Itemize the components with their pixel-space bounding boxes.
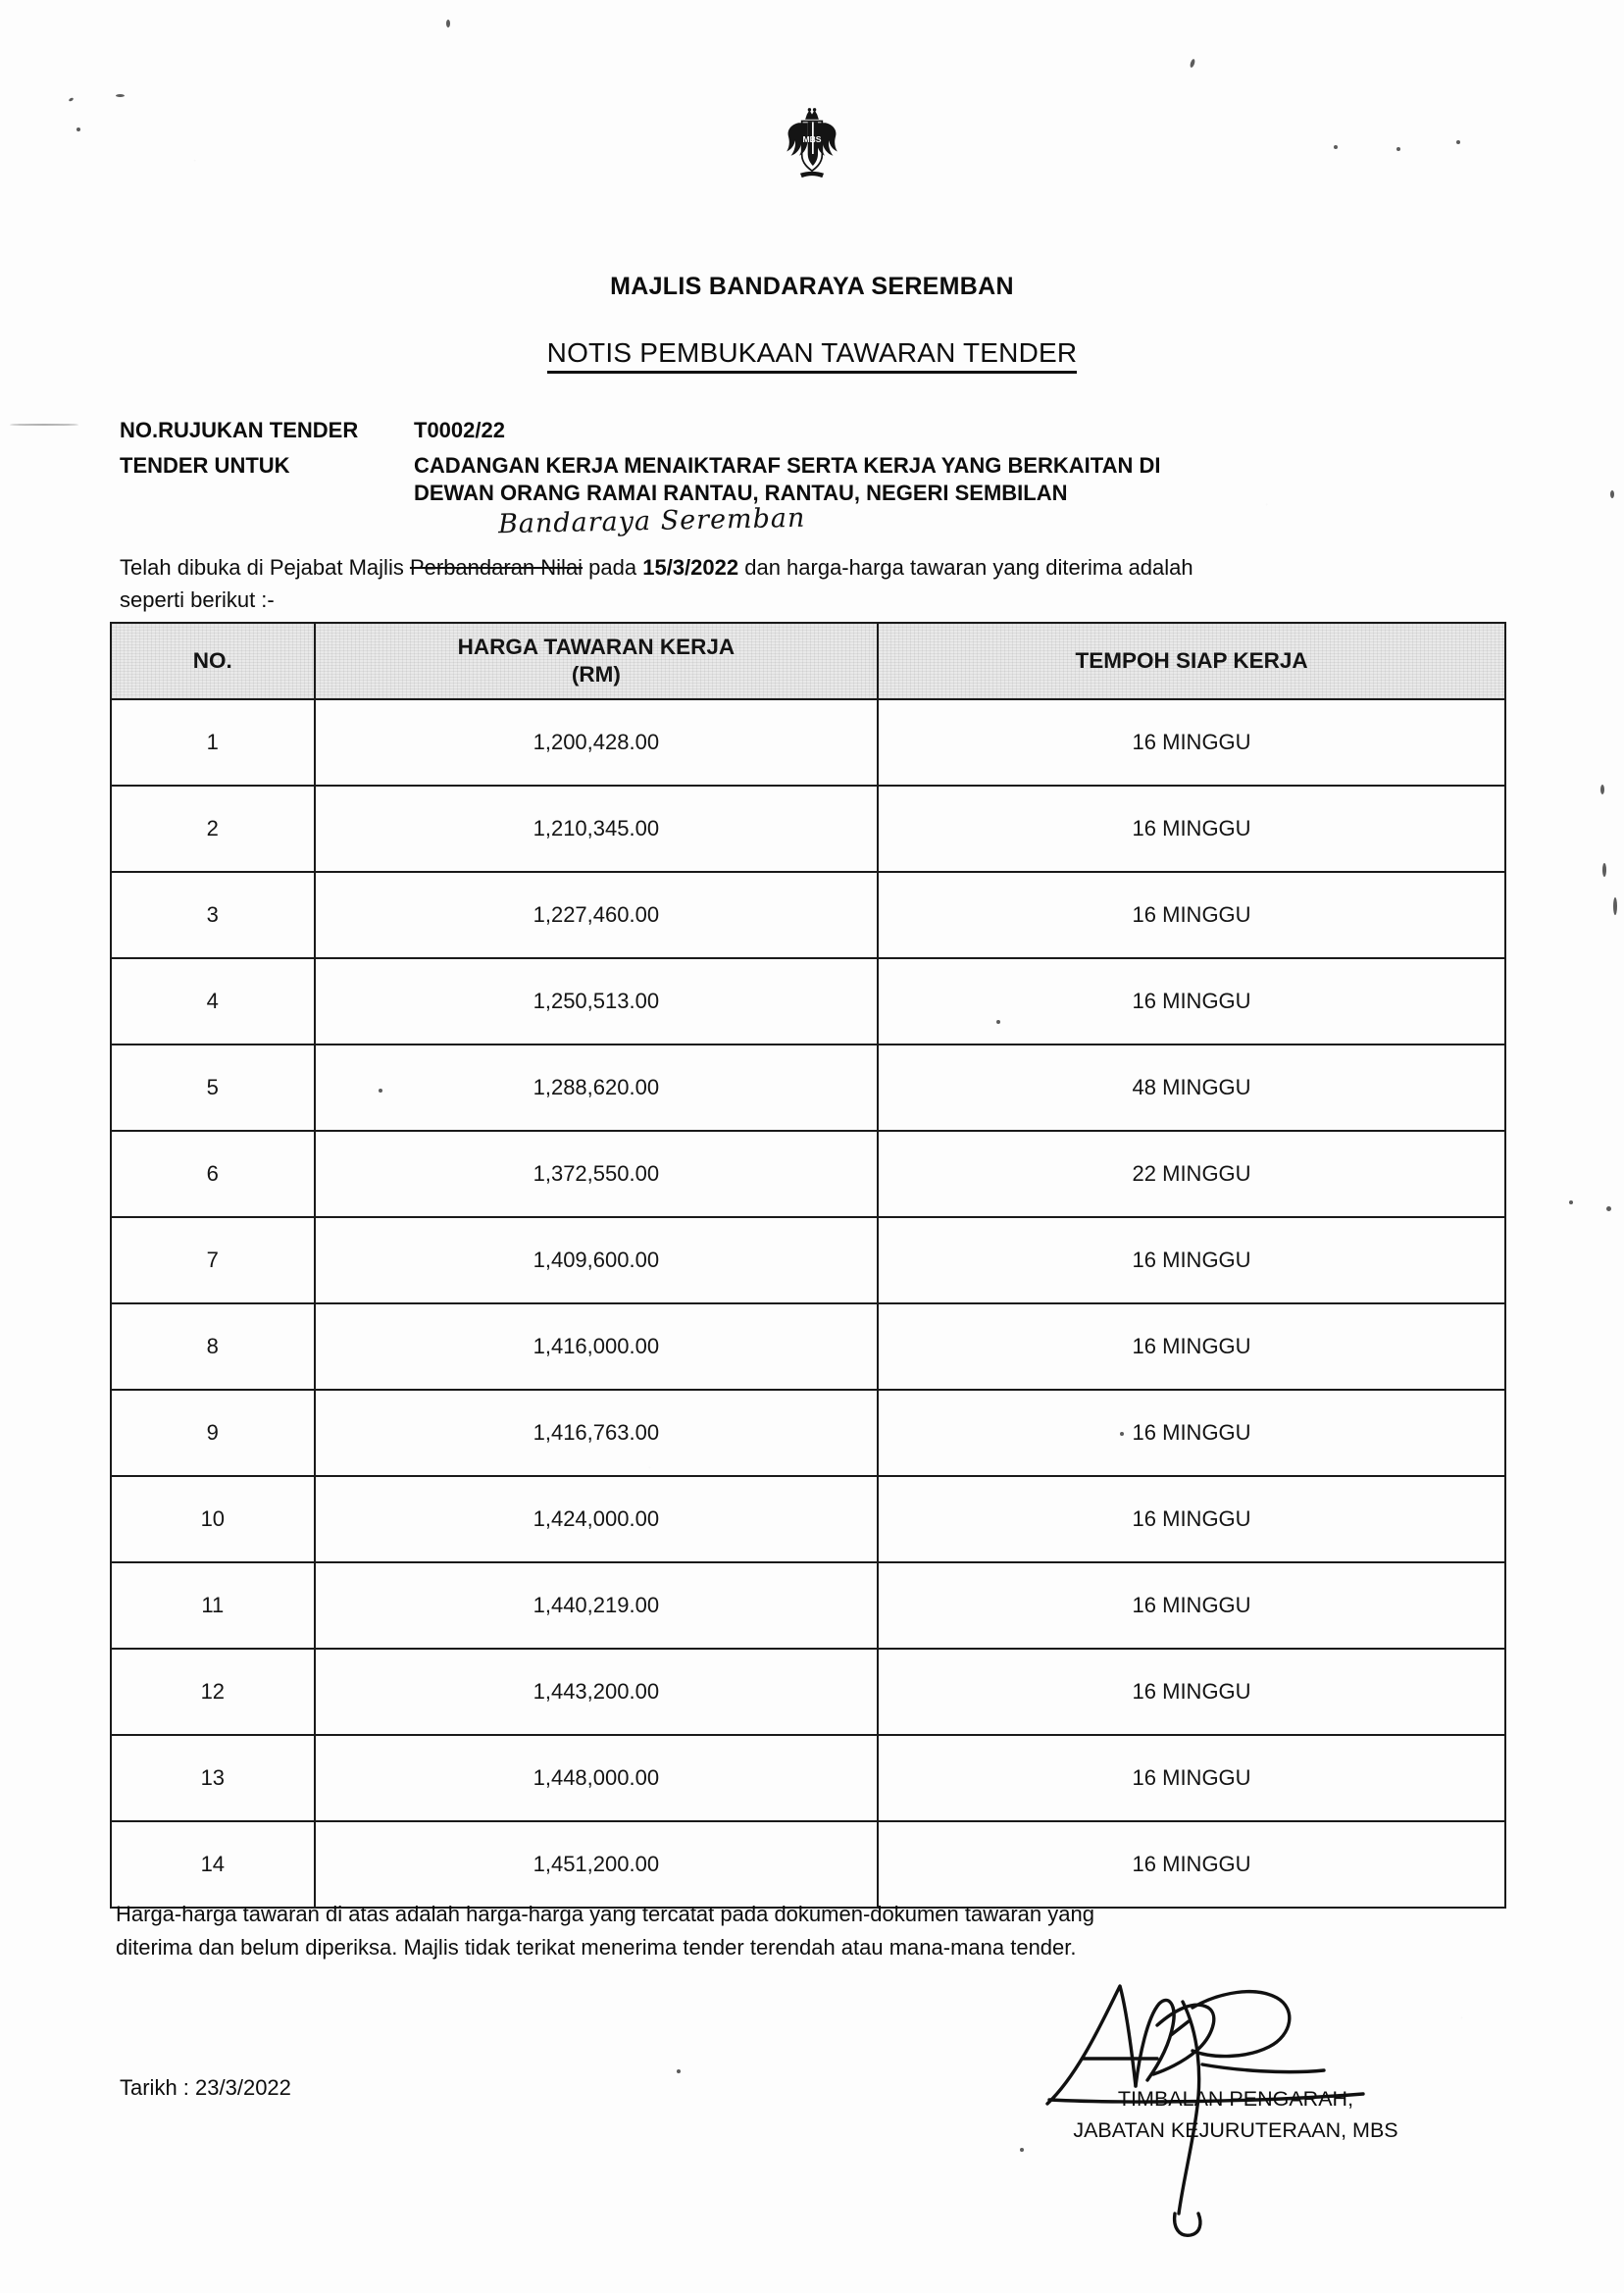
table-row — [111, 1217, 1505, 1303]
disclaimer-line-1: Harga-harga tawaran di atas adalah harga-harga yang tercatat pada dokumen-dokumen tawaran yang — [116, 1902, 1094, 1926]
cell-no: 10 — [111, 1476, 315, 1562]
cell-no: 12 — [111, 1649, 315, 1735]
cell-duration: 16 MINGGU — [878, 1821, 1505, 1908]
intro-part-4: seperti berikut :- — [120, 587, 275, 613]
cell-no: 1 — [111, 699, 315, 786]
table-row — [111, 958, 1505, 1045]
cell-price: 1,210,345.00 — [315, 786, 878, 872]
column-header-duration: TEMPOH SIAP KERJA — [878, 623, 1505, 699]
tender-subject-label: TENDER UNTUK — [120, 453, 290, 479]
scan-artifact — [996, 1020, 1000, 1024]
page-title-text: NOTIS PEMBUKAAN TAWARAN TENDER — [547, 337, 1078, 374]
table-row — [111, 786, 1505, 872]
cell-no: 11 — [111, 1562, 315, 1649]
cell-price: 1,250,513.00 — [315, 958, 878, 1045]
cell-duration: 16 MINGGU — [878, 1217, 1505, 1303]
tender-subject-line-2: DEWAN ORANG RAMAI RANTAU, RANTAU, NEGERI SEMBILAN — [414, 481, 1068, 506]
tender-subject-row — [120, 452, 1512, 507]
scan-artifact — [1120, 1432, 1124, 1436]
cell-duration: 16 MINGGU — [878, 1649, 1505, 1735]
reference-number-value: T0002/22 — [414, 418, 505, 442]
date-line — [120, 2075, 291, 2101]
cell-price: 1,443,200.00 — [315, 1649, 878, 1735]
tender-subject-line-1: CADANGAN KERJA MENAIKTARAF SERTA KERJA YANG BERKAITAN DI — [414, 453, 1161, 479]
scan-artifact — [1610, 490, 1614, 498]
cell-price: 1,416,763.00 — [315, 1390, 878, 1476]
intro-part-2: pada — [583, 555, 643, 580]
organisation-name: MAJLIS BANDARAYA SEREMBAN — [610, 273, 1014, 300]
cell-price: 1,372,550.00 — [315, 1131, 878, 1217]
crest-monogram: MBS — [802, 133, 822, 144]
table-row — [111, 1303, 1505, 1390]
cell-duration: 16 MINGGU — [878, 1303, 1505, 1390]
column-header-price — [315, 623, 878, 699]
table-header — [111, 623, 1505, 699]
cell-no: 5 — [111, 1045, 315, 1131]
cell-no: 13 — [111, 1735, 315, 1821]
scan-artifact — [1396, 147, 1400, 151]
table-row — [111, 1476, 1505, 1562]
tender-table-container — [110, 622, 1506, 1909]
signatory-block — [981, 2083, 1491, 2147]
cell-price: 1,416,000.00 — [315, 1303, 878, 1390]
cell-duration: 16 MINGGU — [878, 1562, 1505, 1649]
table-row — [111, 1390, 1505, 1476]
column-header-price-line-2: (RM) — [571, 662, 621, 688]
intro-part-1: Telah dibuka di Pejabat Majlis — [120, 555, 410, 580]
scan-artifact — [69, 97, 75, 102]
scan-artifact — [10, 424, 78, 426]
cell-no: 2 — [111, 786, 315, 872]
table-row — [111, 1649, 1505, 1735]
date-label: Tarikh : — [120, 2075, 196, 2100]
cell-no: 9 — [111, 1390, 315, 1476]
cell-price: 1,451,200.00 — [315, 1821, 878, 1908]
reference-block — [120, 417, 1512, 515]
disclaimer-line-2: diterima dan belum diperiksa. Majlis tidak terikat menerima tender terendah atau mana-mana tender. — [116, 1935, 1077, 1961]
signatory-department: JABATAN KEJURUTERAAN, MBS — [1073, 2118, 1398, 2143]
cell-no: 8 — [111, 1303, 315, 1390]
cell-no: 4 — [111, 958, 315, 1045]
scan-artifact — [1602, 863, 1606, 877]
cell-duration: 16 MINGGU — [878, 1735, 1505, 1821]
cell-duration: 16 MINGGU — [878, 872, 1505, 958]
disclaimer-note — [116, 1898, 1430, 1964]
struck-office-name: Perbandaran Nilai — [409, 555, 584, 580]
cell-duration: 16 MINGGU — [878, 699, 1505, 786]
table-body — [111, 699, 1505, 1908]
cell-price: 1,440,219.00 — [315, 1562, 878, 1649]
intro-paragraph — [120, 551, 1512, 617]
cell-price: 1,288,620.00 — [315, 1045, 878, 1131]
cell-duration: 16 MINGGU — [878, 1390, 1505, 1476]
cell-price: 1,409,600.00 — [315, 1217, 878, 1303]
handwritten-correction: Bandaraya Seremban — [497, 502, 806, 540]
cell-price: 1,448,000.00 — [315, 1735, 878, 1821]
scan-artifact — [379, 1089, 382, 1093]
cell-duration: 48 MINGGU — [878, 1045, 1505, 1131]
scan-artifact — [116, 94, 125, 97]
scan-artifact — [1606, 1206, 1611, 1211]
scan-artifact — [446, 20, 450, 27]
scan-artifact — [1334, 145, 1338, 149]
cell-no: 3 — [111, 872, 315, 958]
cell-duration: 16 MINGGU — [878, 786, 1505, 872]
table-row — [111, 1821, 1505, 1908]
signatory-title: TIMBALAN PENGARAH, — [1117, 2087, 1354, 2111]
table-row — [111, 872, 1505, 958]
page-title — [0, 337, 1624, 369]
cell-duration: 16 MINGGU — [878, 958, 1505, 1045]
table-row — [111, 1131, 1505, 1217]
tender-price-table — [110, 622, 1506, 1909]
cell-price: 1,200,428.00 — [315, 699, 878, 786]
cell-no: 7 — [111, 1217, 315, 1303]
cell-no: 6 — [111, 1131, 315, 1217]
table-row — [111, 699, 1505, 786]
table-row — [111, 1045, 1505, 1131]
table-header-row — [111, 623, 1505, 699]
intro-part-3: dan harga-harga tawaran yang diterima adalah — [738, 555, 1193, 580]
tender-subject-value — [414, 452, 1512, 507]
cell-duration: 22 MINGGU — [878, 1131, 1505, 1217]
table-row — [111, 1735, 1505, 1821]
scan-artifact — [1600, 785, 1604, 794]
reference-number-label: NO.RUJUKAN TENDER — [120, 418, 359, 442]
scan-artifact — [1456, 140, 1460, 144]
date-value: 23/3/2022 — [195, 2075, 291, 2100]
scan-artifact — [76, 127, 80, 131]
table-row — [111, 1562, 1505, 1649]
cell-price: 1,424,000.00 — [315, 1476, 878, 1562]
scan-artifact — [1569, 1200, 1573, 1204]
column-header-no: NO. — [111, 623, 315, 699]
cell-price: 1,227,460.00 — [315, 872, 878, 958]
column-header-price-line-1: HARGA TAWARAN KERJA — [457, 635, 736, 659]
scan-artifact — [677, 2069, 681, 2073]
crest-container — [0, 106, 1624, 190]
opening-date: 15/3/2022 — [642, 555, 739, 580]
scan-artifact — [1190, 59, 1196, 69]
cell-no: 14 — [111, 1821, 315, 1908]
reference-number-row — [120, 417, 1512, 444]
cell-duration: 16 MINGGU — [878, 1476, 1505, 1562]
scan-artifact — [1020, 2148, 1024, 2152]
scan-artifact — [1613, 897, 1617, 915]
municipal-crest-icon — [770, 106, 854, 190]
